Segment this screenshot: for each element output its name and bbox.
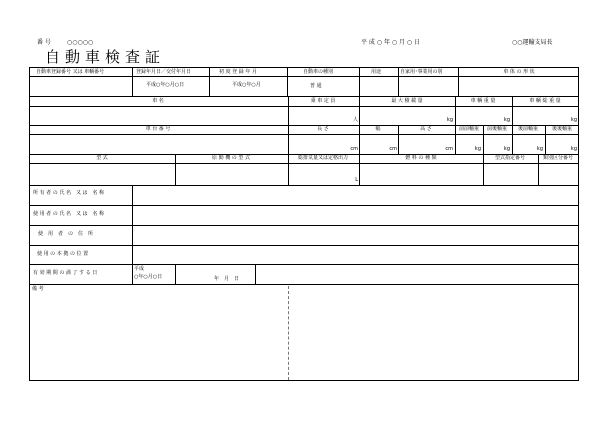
width-label: 幅 — [375, 126, 381, 132]
rule — [512, 125, 513, 154]
body-shape-label: 車 体 の 形 状 — [503, 69, 535, 75]
rule — [483, 125, 484, 154]
rule — [132, 67, 133, 96]
rule — [29, 284, 579, 285]
first-reg-value: 平成○年○月 — [232, 82, 261, 88]
rule — [288, 125, 289, 154]
length-label: 長 さ — [317, 126, 329, 132]
unit-kg: kg — [474, 146, 481, 152]
user-address-label: 使 用 者 の 住 所 — [38, 231, 94, 237]
number-label: 番 号 — [37, 39, 51, 46]
use-label: 用途 — [371, 69, 382, 75]
model-designation-label: 型式指定番号 — [494, 155, 526, 161]
rear-rear-axle-label: 後後軸重 — [551, 126, 573, 132]
issue-date: 平 成 ○ 年 ○ 月 ○ 日 — [361, 39, 421, 46]
rule — [287, 67, 288, 96]
rule — [29, 106, 579, 107]
rule — [538, 154, 539, 185]
unit-kg: kg — [503, 117, 510, 123]
rear-front-axle-label: 後前軸重 — [517, 126, 539, 132]
rule — [29, 185, 579, 186]
notes-label: 備 考 — [32, 286, 44, 292]
rule — [458, 67, 459, 96]
rule — [175, 264, 176, 284]
base-label: 使 用 の 本 拠 の 位 置 — [37, 251, 89, 257]
unit-kg: kg — [570, 117, 577, 123]
page-title: 自動車検査証 — [45, 48, 166, 66]
unit-kg: kg — [536, 146, 543, 152]
displacement-label: 総排気量又は定格出力 — [297, 155, 349, 161]
gross-weight-label: 車 輌 総 重 量 — [529, 98, 561, 104]
rule — [545, 125, 546, 154]
rule — [359, 154, 360, 185]
kind-value: 普 通 — [310, 83, 322, 89]
rule — [29, 245, 579, 246]
expiry-label: 有 効 期 間 の 満 了 す る 日 — [33, 270, 98, 276]
rule — [483, 154, 484, 185]
rule — [29, 96, 579, 97]
rule — [29, 205, 579, 206]
unit-cm: cm — [389, 146, 397, 152]
kind-label: 自動車の種別 — [303, 69, 334, 75]
unit-kg: kg — [446, 117, 453, 123]
rule — [29, 163, 579, 164]
rule — [29, 264, 579, 265]
rule — [255, 264, 256, 284]
notes-divider — [288, 286, 289, 380]
number-value: ○○○○○ — [67, 39, 94, 46]
front-front-axle-label: 前前軸重 — [458, 126, 480, 132]
rule — [455, 125, 456, 154]
unit-cm: cm — [445, 146, 453, 152]
unit-cm: cm — [350, 146, 358, 152]
model-label: 型 式 — [96, 155, 108, 161]
rule — [288, 154, 289, 185]
rule — [132, 185, 133, 284]
fuel-label: 燃 料 の 種 類 — [405, 155, 437, 161]
reg-date-label: 登録年月日／交付年月日 — [136, 69, 192, 75]
reg-number-label: 自動車登録番号 又は 車輌番号 — [36, 69, 105, 75]
rule — [175, 154, 176, 185]
max-load-label: 最 大 積 載 量 — [391, 98, 423, 104]
rule — [359, 67, 360, 96]
rule — [359, 96, 360, 125]
unit-person: 人 — [352, 117, 358, 123]
rule — [29, 76, 579, 77]
private-business-label: 自家用･事業用の別 — [400, 69, 443, 75]
rule — [29, 134, 579, 135]
vehicle-name-label: 車 名 — [152, 98, 164, 104]
category-label: 類別区分番号 — [542, 155, 574, 161]
expiry-era: 平成 — [134, 266, 145, 272]
rule — [455, 96, 456, 125]
vehicle-weight-label: 車 輌 重 量 — [470, 98, 496, 104]
certificate-frame — [29, 67, 579, 381]
unit-kg: kg — [570, 146, 577, 152]
chassis-label: 車 台 番 号 — [145, 126, 171, 132]
rule — [288, 96, 289, 125]
unit-kg: kg — [503, 146, 510, 152]
rule — [359, 125, 360, 154]
height-label: 高 さ — [420, 126, 432, 132]
reg-date-value: 平成○年○月○日 — [146, 82, 185, 88]
rule — [512, 96, 513, 125]
expiry-date: ○年○月○日 — [134, 274, 163, 280]
year-month-day-label: 年 月 日 — [214, 276, 240, 282]
first-reg-label: 初 度 登 録 年 月 — [219, 69, 257, 75]
unit-liter: L — [355, 177, 358, 183]
issuing-office: ○○運輸支局長 — [512, 39, 553, 46]
engine-model-label: 原 動 機 の 型 式 — [212, 155, 250, 161]
front-rear-axle-label: 前後軸重 — [486, 126, 508, 132]
rule — [398, 125, 399, 154]
owner-label: 所 有 者 の 氏 名 又 は 名 称 — [33, 190, 105, 196]
rule — [29, 225, 579, 226]
rule — [209, 67, 210, 96]
rule — [398, 67, 399, 96]
user-label: 使 用 者 の 氏 名 又 は 名 称 — [33, 211, 105, 217]
capacity-label: 乗 車 定 員 — [310, 98, 336, 104]
